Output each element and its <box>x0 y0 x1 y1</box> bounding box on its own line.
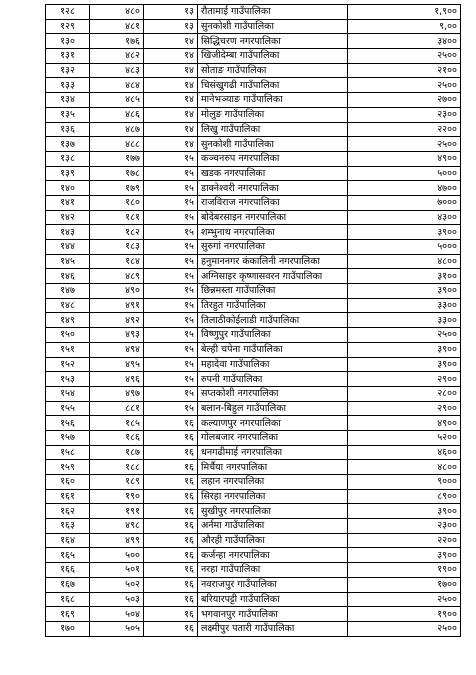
district-number-cell: १५ <box>144 386 198 401</box>
code-cell: ५०० <box>90 548 144 563</box>
table-row <box>46 181 461 196</box>
serial-number-cell: १३२ <box>46 63 90 78</box>
district-number-cell: १६ <box>144 430 198 445</box>
serial-number-cell: १२८ <box>46 5 90 20</box>
amount-cell: ५२०० <box>348 430 461 445</box>
table-row <box>46 137 461 152</box>
serial-number-cell: १६२ <box>46 504 90 519</box>
table-row <box>46 19 461 34</box>
district-number-cell: १४ <box>144 107 198 122</box>
district-number-cell: १५ <box>144 269 198 284</box>
district-number-cell: १५ <box>144 225 198 240</box>
serial-number-cell: १६४ <box>46 533 90 548</box>
local-level-name-cell: बेल्ही चपेना गाउँपालिका <box>198 342 348 357</box>
serial-number-cell: १७० <box>46 621 90 636</box>
table-row <box>46 254 461 269</box>
amount-cell: ४८०० <box>348 254 461 269</box>
district-number-cell: १६ <box>144 548 198 563</box>
table-row <box>46 401 461 416</box>
amount-cell: २९०० <box>348 372 461 387</box>
amount-cell: २३०० <box>348 519 461 534</box>
amount-cell: १९०० <box>348 607 461 622</box>
district-number-cell: १४ <box>144 63 198 78</box>
local-level-name-cell: सप्तकोशी नगरपालिका <box>198 386 348 401</box>
amount-cell: ३९०० <box>348 225 461 240</box>
district-number-cell: १६ <box>144 460 198 475</box>
district-number-cell: १६ <box>144 621 198 636</box>
local-level-name-cell: बलान-बिहुल गाउँपालिका <box>198 401 348 416</box>
table-row <box>46 475 461 490</box>
local-level-name-cell: सुनकोशी गाउँपालिका <box>198 19 348 34</box>
local-level-name-cell: छिन्नमस्ता गाउँपालिका <box>198 284 348 299</box>
code-cell: ४९९ <box>90 533 144 548</box>
table-row <box>46 298 461 313</box>
code-cell: ४८३ <box>90 63 144 78</box>
local-level-name-cell: चिसंखुगढी गाउँपालिका <box>198 78 348 93</box>
code-cell: १९१ <box>90 504 144 519</box>
local-level-name-cell: राजविराज नगरपालिका <box>198 195 348 210</box>
serial-number-cell: १५९ <box>46 460 90 475</box>
code-cell: १९० <box>90 489 144 504</box>
serial-number-cell: १४६ <box>46 269 90 284</box>
district-number-cell: १६ <box>144 489 198 504</box>
code-cell: ५०४ <box>90 607 144 622</box>
amount-cell: २५०० <box>348 328 461 343</box>
local-level-name-cell: रुपनी गाउँपालिका <box>198 372 348 387</box>
code-cell: ४८२ <box>90 49 144 64</box>
amount-cell: २१०० <box>348 63 461 78</box>
serial-number-cell: १४४ <box>46 240 90 255</box>
amount-cell: १७०० <box>348 577 461 592</box>
code-cell: १८० <box>90 195 144 210</box>
local-level-name-cell: सुरुगां नगरपालिका <box>198 240 348 255</box>
district-number-cell: १४ <box>144 49 198 64</box>
code-cell: ४९२ <box>90 313 144 328</box>
amount-cell: २७०० <box>348 93 461 108</box>
serial-number-cell: १३१ <box>46 49 90 64</box>
local-level-name-cell: लहान नगरपालिका <box>198 475 348 490</box>
serial-number-cell: १३३ <box>46 78 90 93</box>
local-level-name-cell: लक्ष्मीपुर पतारी गाउँपालिका <box>198 621 348 636</box>
table-row <box>46 372 461 387</box>
serial-number-cell: १३८ <box>46 151 90 166</box>
local-level-name-cell: कञ्चनरुप नगरपालिका <box>198 151 348 166</box>
serial-number-cell: १५८ <box>46 445 90 460</box>
code-cell: १७६ <box>90 34 144 49</box>
amount-cell: २५०० <box>348 78 461 93</box>
local-level-name-cell: सिद्धिचरण नगरपालिका <box>198 34 348 49</box>
district-number-cell: १६ <box>144 445 198 460</box>
district-number-cell: १६ <box>144 519 198 534</box>
amount-cell: ९००० <box>348 475 461 490</box>
amount-cell: २२०० <box>348 533 461 548</box>
local-level-name-cell: तिलाठीकोईलाडी गाउँपालिका <box>198 313 348 328</box>
district-number-cell: १६ <box>144 592 198 607</box>
code-cell: ४८४ <box>90 78 144 93</box>
local-level-name-cell: सिरहा नगरपालिका <box>198 489 348 504</box>
local-level-name-cell: हनुमाननगर कंकालिनी नगरपालिका <box>198 254 348 269</box>
amount-cell: ४९०० <box>348 151 461 166</box>
district-number-cell: १५ <box>144 195 198 210</box>
local-level-name-cell: कल्याणपुर नगरपालिका <box>198 416 348 431</box>
district-number-cell: १५ <box>144 181 198 196</box>
amount-cell: ३१०० <box>348 269 461 284</box>
table-row <box>46 269 461 284</box>
code-cell: ४९७ <box>90 386 144 401</box>
local-level-name-cell: नरहा गाउँपालिका <box>198 563 348 578</box>
table-row <box>46 563 461 578</box>
local-level-name-cell: अर्नमा गाउँपालिका <box>198 519 348 534</box>
table-row <box>46 210 461 225</box>
amount-cell: ३३०० <box>348 298 461 313</box>
serial-number-cell: १४७ <box>46 284 90 299</box>
table-row <box>46 386 461 401</box>
code-cell: १८१ <box>90 210 144 225</box>
code-cell: १८३ <box>90 240 144 255</box>
code-cell: १८८ <box>90 460 144 475</box>
serial-number-cell: १३५ <box>46 107 90 122</box>
local-level-name-cell: भगवानपुर गाउँपालिका <box>198 607 348 622</box>
amount-cell: २५०० <box>348 592 461 607</box>
serial-number-cell: १६८ <box>46 592 90 607</box>
table-row <box>46 460 461 475</box>
amount-cell: २५०० <box>348 49 461 64</box>
local-level-name-cell: कर्जन्हा नगरपालिका <box>198 548 348 563</box>
code-cell: ५०१ <box>90 563 144 578</box>
district-number-cell: १६ <box>144 577 198 592</box>
code-cell: १८७ <box>90 445 144 460</box>
amount-cell: ८९०० <box>348 489 461 504</box>
local-level-name-cell: सुनकोशी गाउँपालिका <box>198 137 348 152</box>
amount-cell: ९,०० <box>348 19 461 34</box>
table-row <box>46 533 461 548</box>
serial-number-cell: १६३ <box>46 519 90 534</box>
code-cell: ४८९ <box>90 269 144 284</box>
code-cell: ४८० <box>90 5 144 20</box>
serial-number-cell: १४० <box>46 181 90 196</box>
table-row <box>46 328 461 343</box>
serial-number-cell: १३७ <box>46 137 90 152</box>
code-cell: ४८८ <box>90 137 144 152</box>
table-row <box>46 34 461 49</box>
local-level-name-cell: विष्णुपुर गाउँपालिका <box>198 328 348 343</box>
amount-cell: ४३०० <box>348 210 461 225</box>
table-row <box>46 151 461 166</box>
code-cell: ४९६ <box>90 372 144 387</box>
code-cell: १८२ <box>90 225 144 240</box>
serial-number-cell: १५५ <box>46 401 90 416</box>
local-level-name-cell: डाक्नेश्वरी नगरपालिका <box>198 181 348 196</box>
local-level-name-cell: धनगढीमाई नगरपालिका <box>198 445 348 460</box>
district-number-cell: १६ <box>144 533 198 548</box>
amount-cell: १९०० <box>348 563 461 578</box>
code-cell: ८८१ <box>90 401 144 416</box>
amount-cell: २५०० <box>348 621 461 636</box>
table-row <box>46 342 461 357</box>
local-level-name-cell: अग्निसाइर कृष्णासवरन गाउँपालिका <box>198 269 348 284</box>
local-level-name-cell: महादेवा गाउँपालिका <box>198 357 348 372</box>
district-number-cell: १५ <box>144 328 198 343</box>
district-number-cell: १४ <box>144 122 198 137</box>
table-row <box>46 166 461 181</box>
local-level-name-cell: लिखु गाउँपालिका <box>198 122 348 137</box>
serial-number-cell: १६६ <box>46 563 90 578</box>
serial-number-cell: १६५ <box>46 548 90 563</box>
district-number-cell: १५ <box>144 313 198 328</box>
amount-cell: २९०० <box>348 401 461 416</box>
table-row <box>46 548 461 563</box>
district-number-cell: १५ <box>144 284 198 299</box>
local-level-name-cell: औरही गाउँपालिका <box>198 533 348 548</box>
amount-cell: ४९०० <box>348 416 461 431</box>
serial-number-cell: १३६ <box>46 122 90 137</box>
amount-cell: ३४०० <box>348 34 461 49</box>
local-level-name-cell: शम्भुनाथ नगरपालिका <box>198 225 348 240</box>
serial-number-cell: १५१ <box>46 342 90 357</box>
table-row <box>46 78 461 93</box>
code-cell: १८५ <box>90 416 144 431</box>
code-cell: ५०२ <box>90 577 144 592</box>
table-body <box>46 5 461 637</box>
amount-cell: ३९०० <box>348 357 461 372</box>
serial-number-cell: १५३ <box>46 372 90 387</box>
table-row <box>46 93 461 108</box>
local-level-name-cell: सोताङ गाउँपालिका <box>198 63 348 78</box>
amount-cell: ७००० <box>348 195 461 210</box>
table-row <box>46 357 461 372</box>
table-row <box>46 313 461 328</box>
table-row <box>46 430 461 445</box>
code-cell: १७७ <box>90 151 144 166</box>
code-cell: १७९ <box>90 181 144 196</box>
district-number-cell: १६ <box>144 475 198 490</box>
district-number-cell: १३ <box>144 19 198 34</box>
amount-cell: ३९०० <box>348 504 461 519</box>
municipality-budget-table <box>45 4 461 637</box>
local-level-name-cell: मानेभञ्याङ गाउँपालिका <box>198 93 348 108</box>
code-cell: ५०३ <box>90 592 144 607</box>
table-row <box>46 489 461 504</box>
serial-number-cell: १२९ <box>46 19 90 34</box>
table-row <box>46 122 461 137</box>
serial-number-cell: १४३ <box>46 225 90 240</box>
code-cell: ४९८ <box>90 519 144 534</box>
code-cell: १८६ <box>90 430 144 445</box>
table-row <box>46 49 461 64</box>
amount-cell: ३९०० <box>348 284 461 299</box>
serial-number-cell: १६९ <box>46 607 90 622</box>
district-number-cell: १५ <box>144 254 198 269</box>
local-level-name-cell: गोलबजार नगरपालिका <box>198 430 348 445</box>
serial-number-cell: १३९ <box>46 166 90 181</box>
district-number-cell: १४ <box>144 34 198 49</box>
serial-number-cell: १६० <box>46 475 90 490</box>
district-number-cell: १६ <box>144 504 198 519</box>
table-row <box>46 577 461 592</box>
district-number-cell: १५ <box>144 357 198 372</box>
serial-number-cell: १६७ <box>46 577 90 592</box>
amount-cell: ४६०० <box>348 445 461 460</box>
serial-number-cell: १३० <box>46 34 90 49</box>
amount-cell: ३९०० <box>348 342 461 357</box>
serial-number-cell: १६१ <box>46 489 90 504</box>
local-level-name-cell: बोदेबरसाइन नगरपालिका <box>198 210 348 225</box>
code-cell: ४९० <box>90 284 144 299</box>
code-cell: ४८५ <box>90 93 144 108</box>
district-number-cell: १५ <box>144 298 198 313</box>
local-level-name-cell: मिर्चैया नगरपालिका <box>198 460 348 475</box>
table-row <box>46 621 461 636</box>
code-cell: १८४ <box>90 254 144 269</box>
table-row <box>46 445 461 460</box>
local-level-name-cell: सुखीपुर नगरपालिका <box>198 504 348 519</box>
district-number-cell: १५ <box>144 240 198 255</box>
table-row <box>46 5 461 20</box>
serial-number-cell: १५० <box>46 328 90 343</box>
table-row <box>46 225 461 240</box>
serial-number-cell: १४२ <box>46 210 90 225</box>
amount-cell: ३३०० <box>348 313 461 328</box>
serial-number-cell: १३४ <box>46 93 90 108</box>
district-number-cell: १३ <box>144 5 198 20</box>
table-row <box>46 195 461 210</box>
district-number-cell: १६ <box>144 607 198 622</box>
district-number-cell: १५ <box>144 342 198 357</box>
code-cell: ४९१ <box>90 298 144 313</box>
district-number-cell: १५ <box>144 166 198 181</box>
local-level-name-cell: खडक नगरपालिका <box>198 166 348 181</box>
district-number-cell: १६ <box>144 563 198 578</box>
amount-cell: २५०० <box>348 137 461 152</box>
table-row <box>46 284 461 299</box>
amount-cell: ३९०० <box>348 548 461 563</box>
serial-number-cell: १४५ <box>46 254 90 269</box>
serial-number-cell: १४९ <box>46 313 90 328</box>
code-cell: ४९५ <box>90 357 144 372</box>
amount-cell: ४७०० <box>348 181 461 196</box>
district-number-cell: १५ <box>144 372 198 387</box>
serial-number-cell: १४८ <box>46 298 90 313</box>
local-level-name-cell: बरियारपट्टी गाउँपालिका <box>198 592 348 607</box>
amount-cell: ५००० <box>348 240 461 255</box>
amount-cell: ४८०० <box>348 460 461 475</box>
local-level-name-cell: रौतामाई गाउँपालिका <box>198 5 348 20</box>
code-cell: ४९४ <box>90 342 144 357</box>
district-number-cell: १५ <box>144 151 198 166</box>
table-row <box>46 519 461 534</box>
amount-cell: २३०० <box>348 107 461 122</box>
code-cell: ४९३ <box>90 328 144 343</box>
code-cell: ४८७ <box>90 122 144 137</box>
district-number-cell: १६ <box>144 416 198 431</box>
serial-number-cell: १५७ <box>46 430 90 445</box>
local-level-name-cell: तिरहुत गाउँपालिका <box>198 298 348 313</box>
code-cell: ४८१ <box>90 19 144 34</box>
serial-number-cell: १५४ <box>46 386 90 401</box>
serial-number-cell: १४१ <box>46 195 90 210</box>
table-row <box>46 592 461 607</box>
district-number-cell: १५ <box>144 210 198 225</box>
table-row <box>46 240 461 255</box>
amount-cell: १,९०० <box>348 5 461 20</box>
district-number-cell: १५ <box>144 401 198 416</box>
amount-cell: २२०० <box>348 122 461 137</box>
table-row <box>46 63 461 78</box>
amount-cell: ५००० <box>348 166 461 181</box>
local-level-name-cell: मोलुङ गाउँपालिका <box>198 107 348 122</box>
district-number-cell: १४ <box>144 93 198 108</box>
local-level-name-cell: नवराजपुर गाउँपालिका <box>198 577 348 592</box>
table-row <box>46 107 461 122</box>
code-cell: ५०५ <box>90 621 144 636</box>
code-cell: १८९ <box>90 475 144 490</box>
district-number-cell: १४ <box>144 137 198 152</box>
amount-cell: २८०० <box>348 386 461 401</box>
code-cell: १७८ <box>90 166 144 181</box>
serial-number-cell: १५२ <box>46 357 90 372</box>
code-cell: ४८६ <box>90 107 144 122</box>
district-number-cell: १४ <box>144 78 198 93</box>
table-row <box>46 504 461 519</box>
table-row <box>46 607 461 622</box>
table-row <box>46 416 461 431</box>
serial-number-cell: १५६ <box>46 416 90 431</box>
local-level-name-cell: खिजीदेम्बा गाउँपालिका <box>198 49 348 64</box>
